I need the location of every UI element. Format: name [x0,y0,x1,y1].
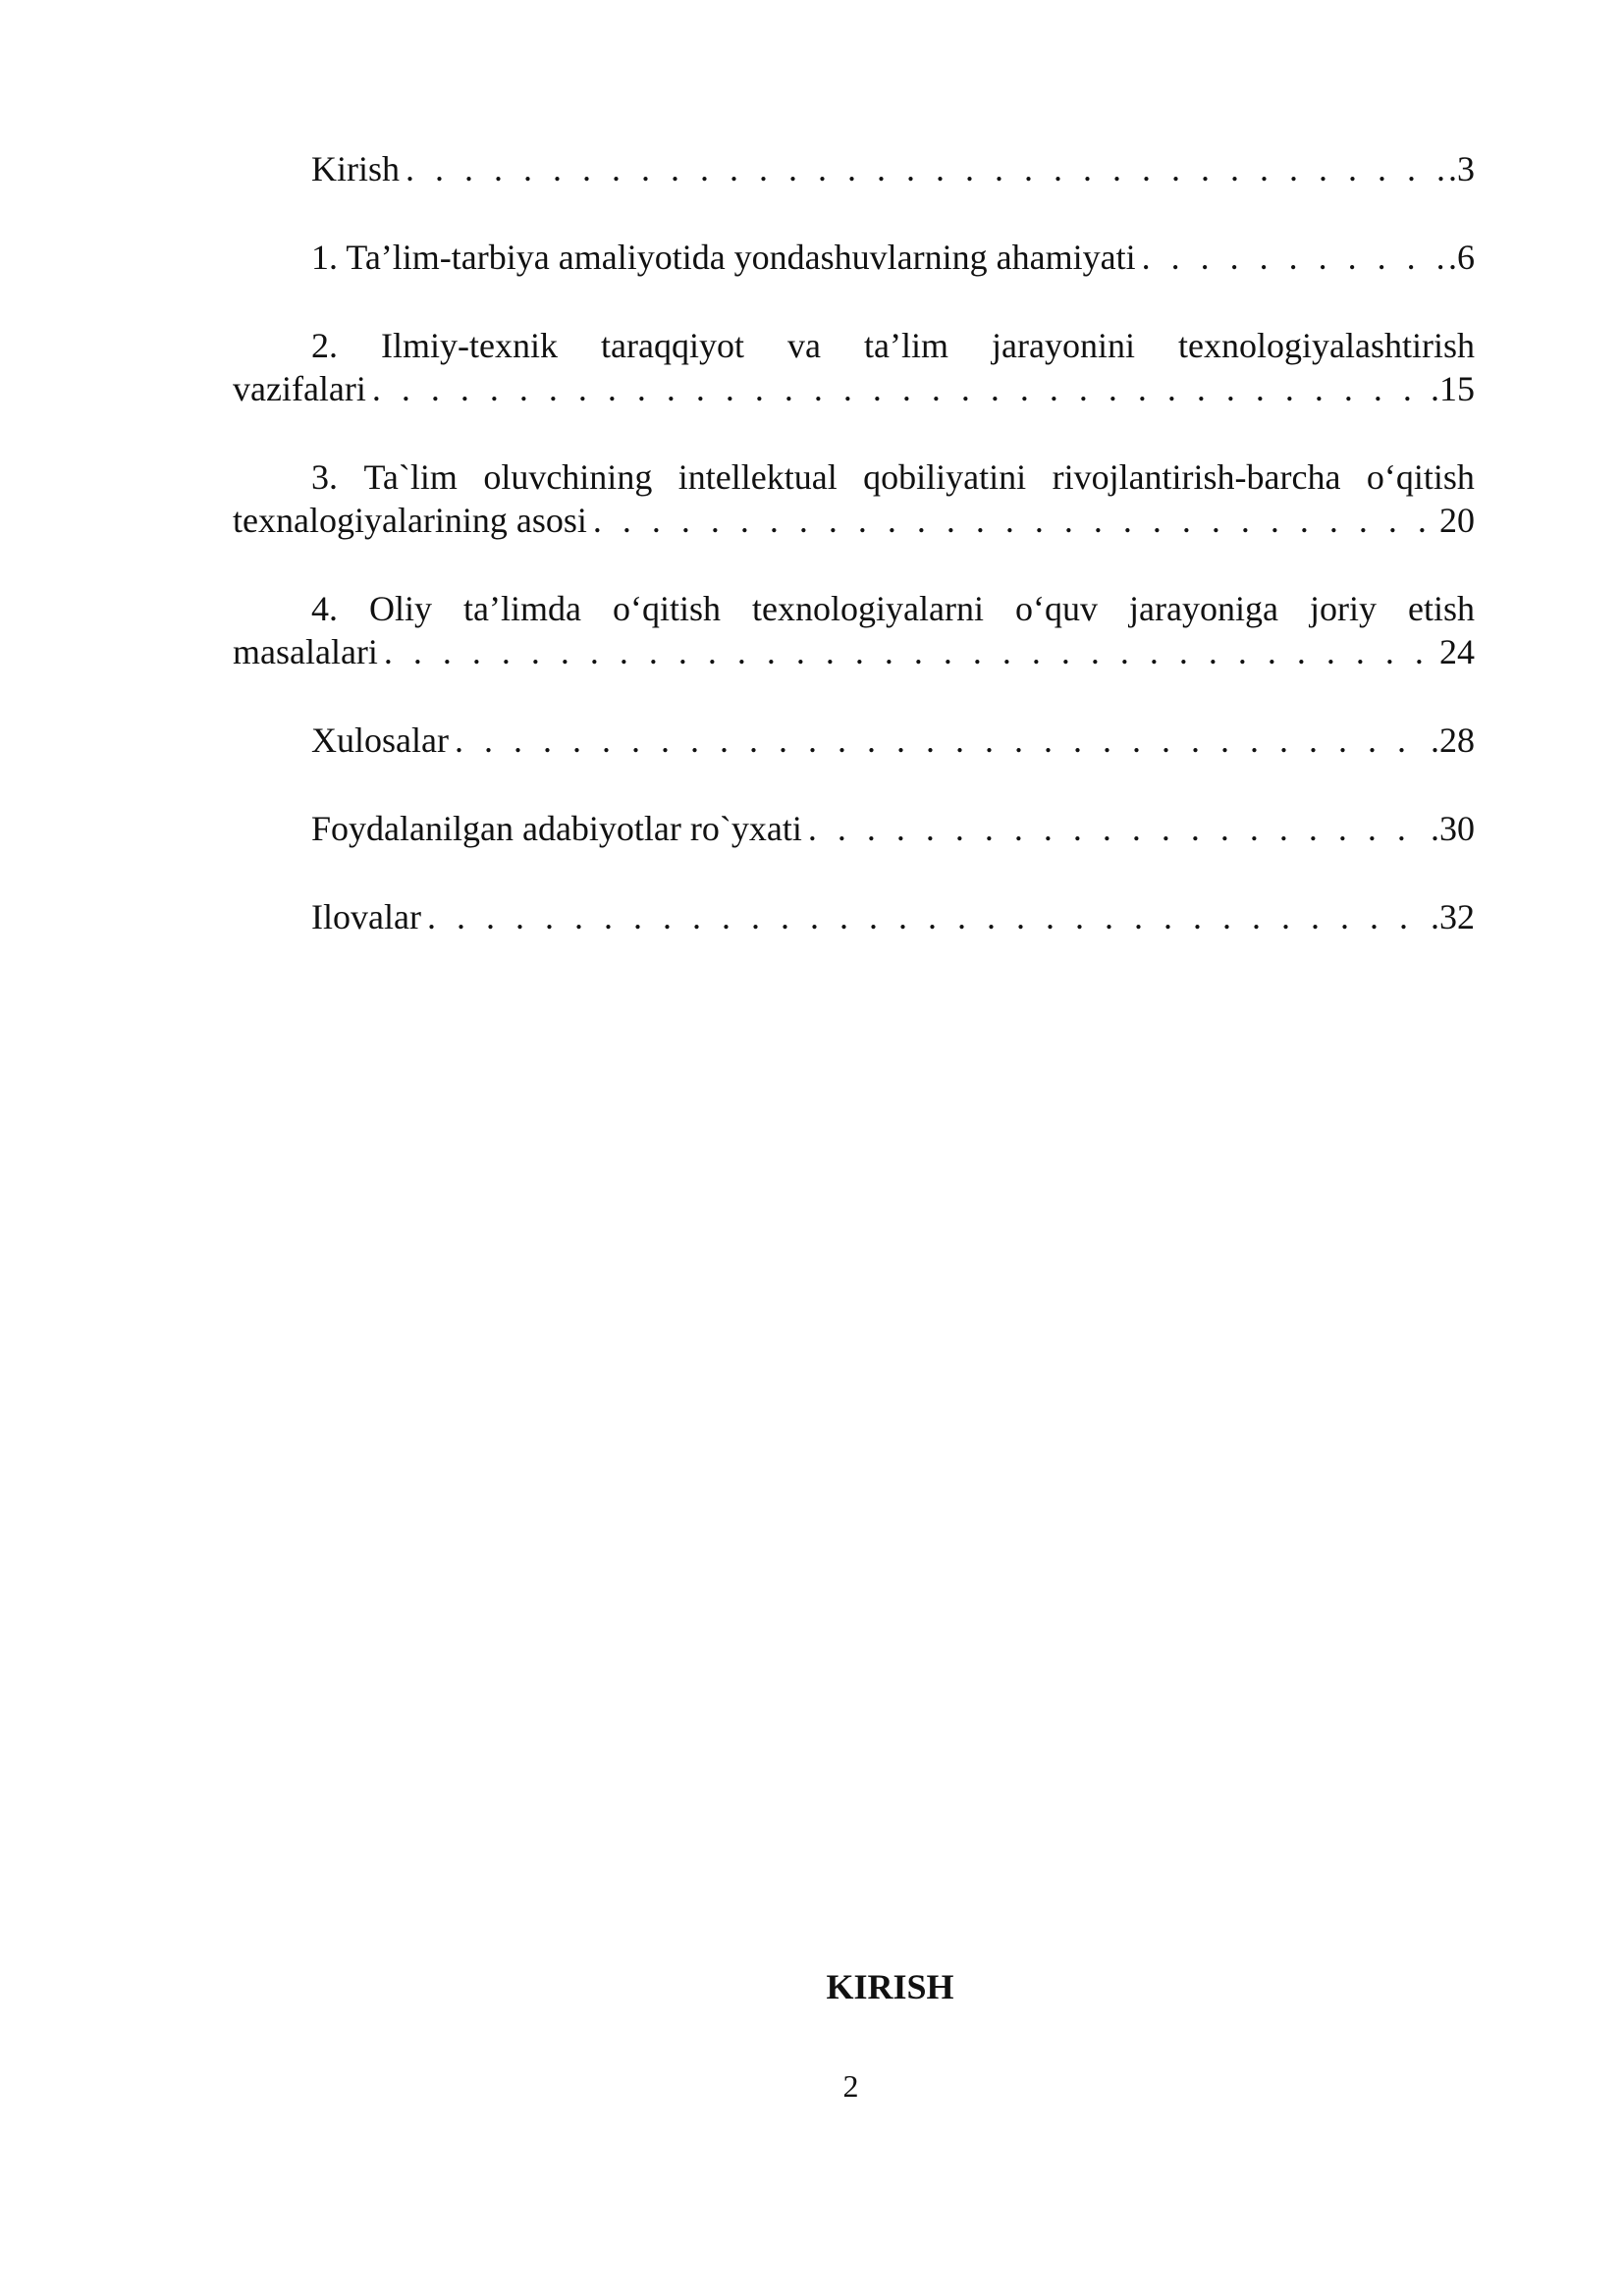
toc-entry-title: 1. Ta’lim-tarbiya amaliyotida yondashuvlarning ahamiyati [311,238,1136,277]
toc-entry-title: Foydalanilgan adabiyotlar ro`yxati [311,809,802,848]
toc-row [311,147,1475,190]
toc-entry-page: .30 [1431,809,1475,848]
toc-row [233,630,1475,673]
word: ta’lim [864,326,949,365]
toc-row [311,719,1475,762]
dot-leader [378,630,1437,673]
word: etish [1407,589,1475,628]
toc-entry-title: Xulosalar [311,721,449,760]
toc-row [311,807,1475,850]
dot-leader [587,499,1437,542]
toc-entry-xulosalar [233,719,1475,762]
dot-leader [421,895,1429,938]
toc-entry-page: .3 [1448,149,1475,188]
toc-entry-page: .28 [1431,721,1475,760]
word: Oliy [369,589,433,628]
section-heading: KIRISH [826,1967,954,2006]
toc-entry-4 [233,587,1475,673]
word: texnologiyalashtirish [1178,326,1475,365]
toc-row [311,236,1475,279]
toc-entry-page: .15 [1431,369,1475,408]
toc-row [233,499,1475,542]
word: 2. [311,326,338,365]
word: qobiliyatini [863,457,1027,497]
dot-leader [449,719,1429,762]
toc-entry-kirish [233,147,1475,190]
page-number: 2 [842,2068,859,2104]
toc-entry-page: 20 [1439,501,1475,540]
toc-row [311,895,1475,938]
word: jarayoniga [1129,589,1278,628]
word: Ilmiy-texnik [381,326,558,365]
word: texnologiyalarni [752,589,984,628]
dot-leader [1136,236,1446,279]
word: rivojlantirish-barcha [1052,457,1341,497]
toc-entry-page: .6 [1448,238,1475,277]
dot-leader [400,147,1446,190]
word: intellektual [677,457,838,497]
word: jarayonini [992,326,1135,365]
word: joriy [1309,589,1377,628]
toc-entry-title: masalalari [233,632,378,671]
toc-entry-title: Kirish [311,149,400,188]
toc-entry-first-line [233,587,1475,630]
word: o‘qitish [613,589,722,628]
toc-entry-title: vazifalari [233,369,366,408]
toc-entry-ilovalar [233,895,1475,938]
toc-entry-adabiyotlar [233,807,1475,850]
dot-leader [366,367,1429,410]
dot-leader [802,807,1429,850]
toc-entry-title: Ilovalar [311,897,421,936]
toc-entry-3 [233,455,1475,542]
word: oluvchining [483,457,653,497]
toc-entry-page: .32 [1431,897,1475,936]
table-of-contents [233,147,1475,984]
word: ta’limda [463,589,581,628]
toc-row [233,367,1475,410]
word: o‘qitish [1366,457,1475,497]
toc-entry-page: 24 [1439,632,1475,671]
toc-entry-2 [233,324,1475,410]
word: 4. [311,589,338,628]
toc-entry-first-line [233,324,1475,367]
toc-entry-1 [233,236,1475,279]
word: o‘quv [1015,589,1098,628]
word: 3. [311,457,338,497]
word: va [787,326,821,365]
word: taraqqiyot [601,326,744,365]
toc-entry-title: texnalogiyalarining asosi [233,501,587,540]
word: Ta`lim [363,457,458,497]
toc-entry-first-line [233,455,1475,499]
